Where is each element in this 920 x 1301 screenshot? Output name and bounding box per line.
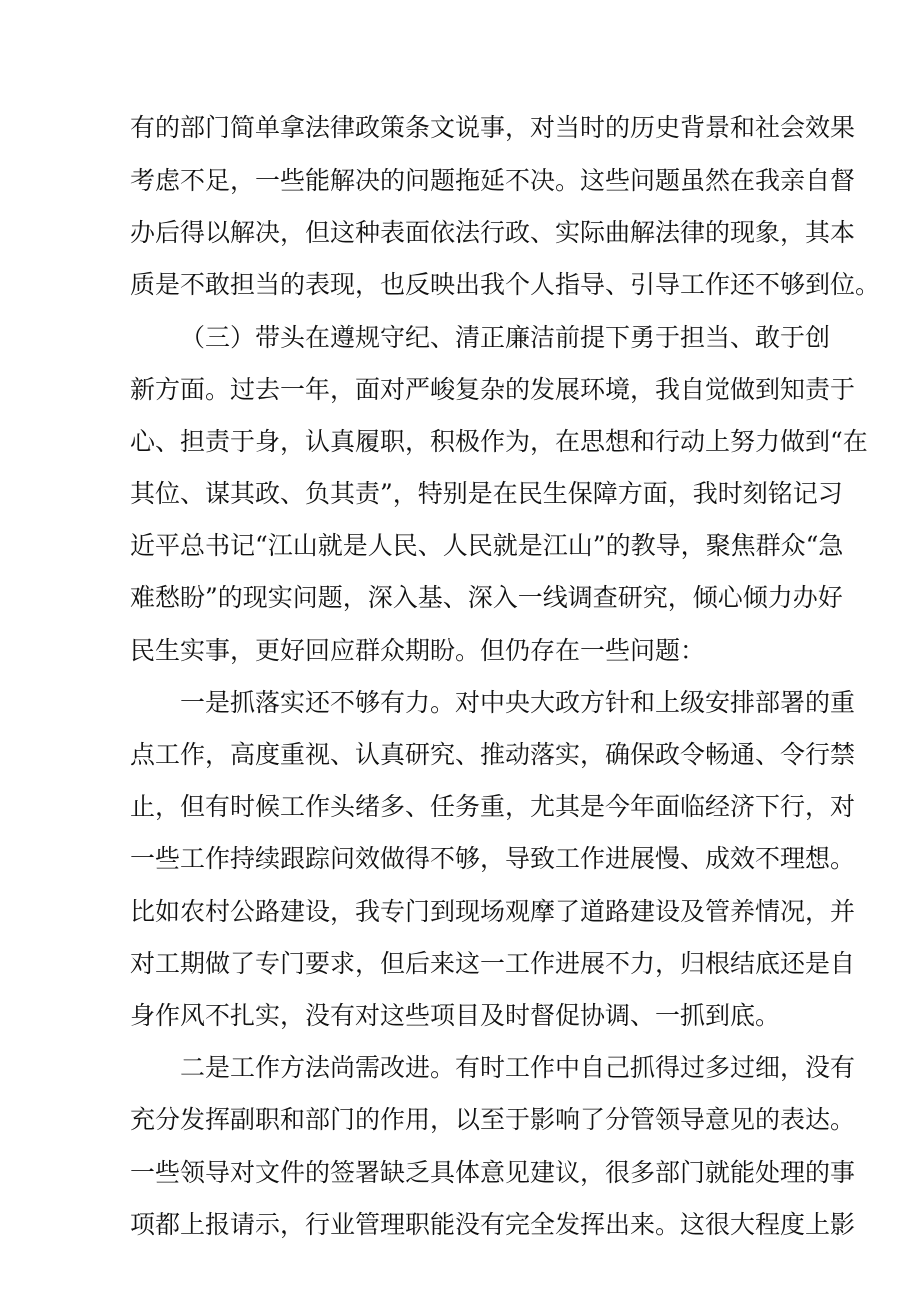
- text-line: 身作风不扎实，没有对这些项目及时督促协调、一抓到底。: [130, 1001, 781, 1030]
- text-line: 质是不敢担当的表现，也反映出我个人指导、引导工作还不够到位。: [130, 270, 881, 299]
- text-line: 充分发挥副职和部门的作用，以至于影响了分管领导意见的表达。: [130, 1105, 856, 1134]
- text-line: 一些领导对文件的签署缺乏具体意见建议，很多部门就能处理的事: [130, 1158, 856, 1187]
- text-line: 有的部门简单拿法律政策条文说事，对当时的历史背景和社会效果: [130, 113, 856, 142]
- text-line: 民生实事，更好回应群众期盼。但仍存在一些问题：: [130, 636, 706, 665]
- text-line: 考虑不足，一些能解决的问题拖延不决。这些问题虽然在我亲自督: [130, 166, 856, 195]
- text-line: 其位、谋其政、负其责”，特别是在民生保障方面，我时刻铭记习: [130, 479, 843, 508]
- text-line: 办后得以解决，但这种表面依法行政、实际曲解法律的现象，其本: [130, 218, 856, 247]
- text-line: 一些工作持续跟踪问效做得不够，导致工作进展慢、成效不理想。: [130, 844, 856, 873]
- paragraph-first-line: 二是工作方法尚需改进。有时工作中自己抓得过多过细，没有: [180, 1053, 856, 1082]
- text-line: 近平总书记“江山就是人民、人民就是江山”的教导，聚焦群众“急: [130, 531, 844, 560]
- text-line: 项都上报请示，行业管理职能没有完全发挥出来。这很大程度上影: [130, 1210, 856, 1239]
- text-line: 心、担责于身，认真履职，积极作为，在思想和行动上努力做到“在: [130, 427, 868, 456]
- section-heading-line: （三）带头在遵规守纪、清正廉洁前提下勇于担当、敢于创: [180, 323, 831, 352]
- text-line: 难愁盼”的现实问题，深入基、深入一线调查研究，倾心倾力办好: [130, 583, 843, 612]
- text-line: 止，但有时候工作头绪多、任务重，尤其是今年面临经济下行，对: [130, 792, 856, 821]
- paragraph-first-line: 一是抓落实还不够有力。对中央大政方针和上级安排部署的重: [180, 688, 856, 717]
- text-line: 点工作，高度重视、认真研究、推动落实，确保政令畅通、令行禁: [130, 740, 856, 769]
- text-line: 新方面。过去一年，面对严峻复杂的发展环境，我自觉做到知责于: [130, 375, 856, 404]
- text-line: 对工期做了专门要求，但后来这一工作进展不力，归根结底还是自: [130, 949, 856, 978]
- text-line: 比如农村公路建设，我专门到现场观摩了道路建设及管养情况，并: [130, 897, 856, 926]
